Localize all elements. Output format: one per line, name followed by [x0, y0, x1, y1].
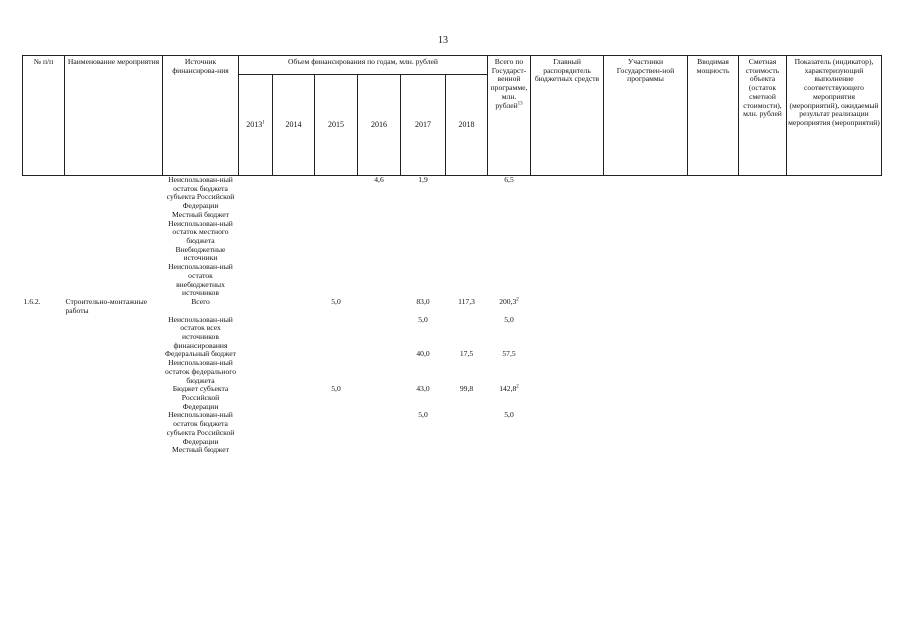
cell-empty	[604, 220, 688, 246]
cell-total: 200,3$^2$	[499, 297, 519, 307]
cell-name	[65, 176, 163, 211]
cell-num	[23, 350, 65, 359]
cell-source: Всего	[191, 297, 210, 307]
cell-2014	[273, 246, 315, 263]
cell-2014	[273, 411, 315, 446]
table-row	[23, 263, 882, 298]
cell-2014	[273, 316, 315, 351]
cell-2015	[315, 316, 358, 351]
cell-2016	[358, 350, 401, 359]
cell-name	[65, 411, 163, 446]
cell-2016	[358, 359, 401, 385]
cell-empty	[787, 350, 882, 359]
cell-empty	[688, 316, 739, 351]
cell-2016	[358, 298, 401, 315]
header-total: Всего по Государст-венной программе, млн. рублей$^{13}$	[488, 56, 531, 176]
table-row	[23, 246, 882, 263]
header-manager: Главный распорядитель бюджетных средств	[531, 56, 604, 176]
cell-2016	[358, 316, 401, 351]
cell-2013	[239, 263, 273, 298]
cell-total	[488, 263, 531, 298]
cell-name	[65, 211, 163, 220]
header-year-2014: 2014	[273, 74, 315, 175]
cell-2016	[358, 220, 401, 246]
table-row	[23, 176, 882, 211]
cell-num	[23, 446, 65, 455]
cell-2015	[315, 246, 358, 263]
cell-2018	[446, 176, 488, 211]
cell-empty	[604, 246, 688, 263]
cell-empty	[787, 411, 882, 446]
cell-2017	[401, 446, 446, 455]
cell-2014	[273, 446, 315, 455]
header-indicator: Показатель (индикатор), характеризующий выполнение соответствующего мероприятия (мероприятий), ожидаемый результат реализации мероприятия (мероприятий)	[787, 56, 882, 176]
table-row	[23, 211, 882, 220]
cell-source: Неиспользован-ный остаток федерального бюджета	[164, 358, 237, 385]
cell-empty	[604, 350, 688, 359]
cell-empty	[531, 211, 604, 220]
cell-empty	[531, 263, 604, 298]
header-capacity: Вводимая мощность	[688, 56, 739, 176]
cell-num	[23, 263, 65, 298]
cell-2017: 5,0	[418, 314, 428, 324]
cell-empty	[787, 263, 882, 298]
cell-total: 5,0	[504, 314, 514, 324]
cell-empty	[531, 359, 604, 385]
cell-empty	[604, 385, 688, 411]
cell-empty	[688, 220, 739, 246]
cell-2014	[273, 211, 315, 220]
cell-empty	[688, 211, 739, 220]
cell-num	[23, 220, 65, 246]
cell-2015	[315, 411, 358, 446]
cell-empty	[787, 385, 882, 411]
cell-2013	[239, 411, 273, 446]
cell-2018	[446, 246, 488, 263]
cell-source: Местный бюджет	[172, 445, 229, 455]
cell-2014	[273, 220, 315, 246]
cell-2018	[446, 446, 488, 455]
cell-2016	[358, 385, 401, 411]
cell-num	[23, 385, 65, 411]
cell-empty	[531, 176, 604, 211]
cell-2017	[401, 359, 446, 385]
cell-empty	[531, 411, 604, 446]
cell-source: Местный бюджет	[172, 209, 229, 219]
header-funding-group: Объем финансирования по годам, млн. рублей	[239, 56, 488, 75]
cell-empty	[739, 385, 787, 411]
cell-2018	[446, 263, 488, 298]
table-body	[23, 176, 882, 456]
cell-empty	[787, 211, 882, 220]
table-row	[23, 411, 882, 446]
cell-empty	[531, 298, 604, 315]
cell-2014	[273, 385, 315, 411]
cell-empty	[531, 220, 604, 246]
cell-empty	[688, 298, 739, 315]
cell-source: Внебюджетные источники	[175, 244, 226, 263]
cell-source: Бюджет субъекта Российской Федерации	[172, 384, 229, 411]
cell-name	[65, 263, 163, 298]
cell-2014	[273, 350, 315, 359]
cell-2015	[315, 359, 358, 385]
cell-2016	[358, 411, 401, 446]
cell-empty	[787, 176, 882, 211]
cell-empty	[531, 246, 604, 263]
cell-empty	[739, 263, 787, 298]
cell-2013	[239, 246, 273, 263]
cell-2015	[315, 176, 358, 211]
header-estimate: Сметная стоимость объекта (остаток сметной стоимости), млн. рублей	[739, 56, 787, 176]
cell-2013	[239, 446, 273, 455]
cell-empty	[739, 316, 787, 351]
cell-empty	[739, 220, 787, 246]
cell-empty	[688, 446, 739, 455]
cell-empty	[531, 316, 604, 351]
cell-name: Строительно-монтажные работы	[65, 297, 148, 315]
table-row	[23, 359, 882, 385]
table-row	[23, 350, 882, 359]
cell-name	[65, 350, 163, 359]
cell-source: Неиспользован-ный остаток всех источников финансирования	[168, 314, 233, 350]
cell-empty	[787, 316, 882, 351]
cell-2017: 83,0	[416, 297, 430, 307]
cell-num	[23, 359, 65, 385]
cell-2013	[239, 220, 273, 246]
cell-name	[65, 385, 163, 411]
cell-num	[23, 211, 65, 220]
cell-2018: 17,5	[459, 349, 474, 359]
cell-empty	[531, 350, 604, 359]
cell-2016	[358, 263, 401, 298]
cell-num	[23, 316, 65, 351]
cell-2013	[239, 298, 273, 315]
cell-name	[65, 446, 163, 455]
cell-2017: 1,9	[418, 175, 428, 184]
cell-num	[23, 246, 65, 263]
cell-empty	[787, 246, 882, 263]
cell-empty	[787, 220, 882, 246]
table-row	[23, 316, 882, 351]
cell-2013	[239, 359, 273, 385]
cell-total: 57,5	[502, 349, 516, 359]
cell-2016	[358, 246, 401, 263]
cell-empty	[739, 446, 787, 455]
cell-name	[65, 316, 163, 351]
cell-total	[488, 446, 531, 455]
cell-2018	[446, 316, 488, 351]
cell-2016	[358, 211, 401, 220]
cell-empty	[688, 411, 739, 446]
cell-empty	[604, 211, 688, 220]
header-source: Источник финансирова-ния	[163, 56, 239, 176]
cell-total: 142,8$^2$	[499, 384, 519, 394]
cell-2017	[401, 263, 446, 298]
cell-2018	[446, 220, 488, 246]
cell-empty	[787, 298, 882, 315]
cell-2017	[401, 246, 446, 263]
cell-empty	[688, 263, 739, 298]
header-year-2017: 2017	[401, 74, 446, 175]
cell-empty	[739, 359, 787, 385]
header-year-2016: 2016	[358, 74, 401, 175]
cell-source: Неиспользован-ный остаток внебюджетных источников	[168, 262, 233, 298]
cell-empty	[604, 446, 688, 455]
cell-2015	[315, 220, 358, 246]
cell-empty	[688, 350, 739, 359]
budget-table	[22, 55, 882, 455]
cell-2017	[401, 211, 446, 220]
page-number: 13	[438, 35, 448, 46]
cell-2016	[358, 446, 401, 455]
cell-2013	[239, 176, 273, 211]
cell-2014	[273, 263, 315, 298]
cell-total	[488, 359, 531, 385]
cell-empty	[739, 411, 787, 446]
cell-2017: 43,0	[416, 384, 430, 394]
cell-empty	[688, 246, 739, 263]
header-year-2018: 2018	[446, 74, 488, 175]
cell-source: Неиспользован-ный остаток бюджета субъекта Российской Федерации	[166, 410, 235, 446]
cell-2015	[315, 263, 358, 298]
cell-source: Неиспользован-ный остаток бюджета субъекта Российской Федерации	[166, 175, 235, 211]
cell-2017: 40,0	[416, 349, 430, 359]
cell-empty	[739, 211, 787, 220]
cell-2018	[446, 211, 488, 220]
table-row	[23, 385, 882, 411]
cell-empty	[604, 316, 688, 351]
cell-empty	[604, 298, 688, 315]
cell-2015	[315, 211, 358, 220]
cell-name	[65, 359, 163, 385]
header-year-2013: 2013$^1$	[239, 74, 273, 175]
cell-total	[488, 220, 531, 246]
cell-source: Федеральный бюджет	[165, 349, 236, 359]
cell-2015	[315, 350, 358, 359]
cell-2016: 4,6	[374, 175, 384, 184]
cell-empty	[531, 385, 604, 411]
cell-2017	[401, 220, 446, 246]
table-row	[23, 220, 882, 246]
table-row	[23, 446, 882, 455]
cell-empty	[688, 385, 739, 411]
cell-empty	[787, 446, 882, 455]
cell-empty	[604, 263, 688, 298]
cell-name	[65, 246, 163, 263]
cell-total: 5,0	[504, 410, 514, 420]
cell-2013	[239, 350, 273, 359]
cell-2013	[239, 385, 273, 411]
cell-num	[23, 176, 65, 211]
cell-empty	[739, 176, 787, 211]
cell-2014	[273, 359, 315, 385]
cell-2013	[239, 316, 273, 351]
cell-source: Неиспользован-ный остаток местного бюджета	[168, 218, 233, 246]
cell-total	[488, 246, 531, 263]
cell-2015	[315, 446, 358, 455]
cell-empty	[604, 359, 688, 385]
header-name: Наименование мероприятия	[65, 56, 163, 176]
table-row	[23, 298, 882, 315]
cell-2017: 5,0	[418, 410, 428, 420]
cell-empty	[739, 246, 787, 263]
cell-total	[488, 211, 531, 220]
cell-name	[65, 220, 163, 246]
cell-num: 1.6.2.	[23, 297, 41, 307]
cell-empty	[739, 298, 787, 315]
cell-empty	[739, 350, 787, 359]
cell-2015: 5,0	[331, 297, 341, 307]
cell-empty	[604, 176, 688, 211]
cell-2018	[446, 359, 488, 385]
cell-empty	[787, 359, 882, 385]
cell-empty	[531, 446, 604, 455]
cell-num	[23, 411, 65, 446]
cell-2014	[273, 176, 315, 211]
cell-2018: 117,3	[458, 297, 475, 307]
cell-empty	[688, 176, 739, 211]
cell-2018: 99,8	[459, 384, 474, 394]
header-participants: Участники Государствен-ной программы	[604, 56, 688, 176]
cell-empty	[688, 359, 739, 385]
header-year-2015: 2015	[315, 74, 358, 175]
cell-2013	[239, 211, 273, 220]
header-num: № п/п	[23, 56, 65, 176]
cell-empty	[604, 411, 688, 446]
cell-total: 6,5	[504, 175, 514, 184]
cell-2014	[273, 298, 315, 315]
cell-2015: 5,0	[331, 384, 341, 394]
cell-2018	[446, 411, 488, 446]
